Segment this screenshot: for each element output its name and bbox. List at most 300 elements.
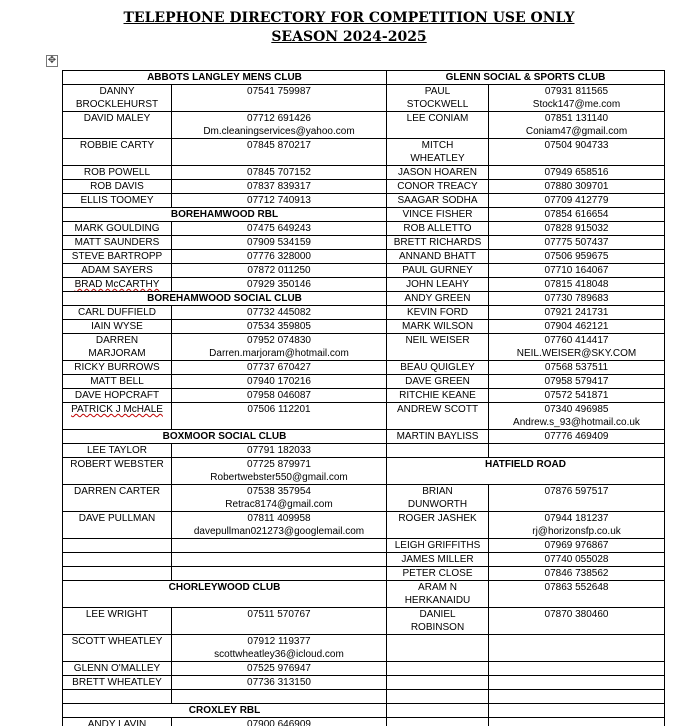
cell-text-line: ANNAND BHATT — [398, 251, 477, 262]
contact-cell — [489, 180, 665, 194]
cell-text-line: 07730 789683 — [544, 293, 609, 304]
cell-text-line: 07958 046087 — [247, 390, 311, 401]
table-row — [63, 512, 665, 539]
cell-text-line — [388, 635, 487, 648]
table-row — [63, 389, 665, 403]
cell-text-line: ARAM N — [418, 582, 457, 593]
player-name-cell — [387, 704, 489, 718]
cell-text-line: 07845 707152 — [247, 167, 311, 178]
contact-cell — [489, 676, 665, 690]
cell-text-line: LEE TAYLOR — [86, 445, 148, 456]
cell-text-line: 07340 496985 — [544, 404, 609, 415]
cell-text-line: 07791 182033 — [247, 445, 311, 456]
contact-cell — [172, 553, 387, 567]
contact-cell — [489, 112, 665, 139]
table-row — [63, 444, 665, 458]
cell-text-line: 07712 691426 — [247, 113, 311, 124]
contact-cell — [489, 403, 665, 430]
cell-text-line: 07958 579417 — [544, 376, 609, 387]
cell-text-line: LEE CONIAM — [406, 113, 469, 124]
cell-text-line: SAAGAR SODHA — [397, 195, 478, 206]
cell-text-line — [388, 690, 487, 703]
player-name-cell — [63, 690, 172, 704]
player-name-cell — [63, 166, 172, 180]
cell-text-line: 07538 357954 — [247, 486, 311, 497]
cell-text-line — [173, 553, 385, 566]
contact-cell — [489, 361, 665, 375]
cell-text-line: GLENN O'MALLEY — [73, 663, 161, 674]
cell-text-line: Darren.marjoram@hotmail.com — [209, 348, 349, 359]
player-name-cell — [63, 375, 172, 389]
player-name-cell — [63, 250, 172, 264]
cell-text-line — [388, 718, 487, 726]
table-row — [63, 539, 665, 553]
cell-text-line: Stock147@me.com — [532, 99, 621, 110]
cell-text-line: BRETT RICHARDS — [393, 237, 482, 248]
contact-cell — [489, 306, 665, 320]
cell-text-line: DARREN — [95, 335, 139, 346]
cell-text-line: 07969 976867 — [544, 540, 609, 551]
contact-cell — [489, 608, 665, 635]
cell-text-line — [64, 539, 170, 552]
table-row — [63, 71, 665, 85]
cell-text-line — [388, 662, 487, 675]
contact-cell — [489, 222, 665, 236]
contact-cell — [172, 389, 387, 403]
cell-text-line: ANDREW SCOTT — [396, 404, 479, 415]
table-row — [63, 676, 665, 690]
cell-text-line: Andrew.s_93@hotmail.co.uk — [513, 417, 640, 428]
contact-cell — [489, 718, 665, 726]
player-name-cell — [387, 166, 489, 180]
cell-text-line: STEVE BARTROPP — [71, 251, 163, 262]
cell-text-line: 07712 740913 — [247, 195, 311, 206]
cell-text-line: DANNY — [99, 86, 135, 97]
table-row — [63, 361, 665, 375]
player-name-cell — [63, 389, 172, 403]
contact-cell — [489, 635, 665, 662]
cell-text-line — [490, 690, 663, 703]
contact-cell — [172, 662, 387, 676]
cell-text-line: 07921 241731 — [544, 307, 609, 318]
player-name-cell — [63, 512, 172, 539]
directory-table — [62, 70, 665, 726]
cell-text-line: 07912 119377 — [247, 636, 311, 647]
table-row — [63, 236, 665, 250]
player-name-cell — [387, 250, 489, 264]
season-subtitle: SEASON 2024-2025 — [271, 29, 427, 45]
cell-text-line: CONOR TREACY — [397, 181, 478, 192]
cell-text-line: DANIEL — [419, 609, 456, 620]
player-name-cell — [63, 539, 172, 553]
player-name-cell — [63, 635, 172, 662]
contact-cell — [489, 236, 665, 250]
contact-cell — [172, 334, 387, 361]
player-name-cell — [387, 112, 489, 139]
player-name-cell — [387, 690, 489, 704]
contact-cell — [489, 250, 665, 264]
cell-text-line: 07880 309701 — [544, 181, 609, 192]
cell-text-line — [173, 539, 385, 552]
player-name-cell — [63, 112, 172, 139]
cell-text-line: 07541 759987 — [247, 86, 311, 97]
club-header: CROXLEY RBL — [63, 704, 387, 718]
cell-text-line: MARTIN BAYLISS — [396, 431, 479, 442]
player-name-cell — [387, 567, 489, 581]
cell-text-line — [490, 718, 663, 726]
cell-text-line: JAMES MILLER — [401, 554, 474, 565]
player-name-cell — [63, 676, 172, 690]
player-name-cell — [387, 553, 489, 567]
cell-text-line: LEIGH GRIFFITHS — [394, 540, 481, 551]
cell-text-line — [388, 704, 487, 717]
cell-text-line: RITCHIE KEANE — [399, 390, 476, 401]
table-row — [63, 85, 665, 112]
player-name-cell — [387, 222, 489, 236]
cell-text-line: JOHN LEAHY — [406, 279, 469, 290]
contact-cell — [172, 403, 387, 430]
table-row — [63, 166, 665, 180]
contact-cell — [489, 690, 665, 704]
table-row — [63, 458, 665, 485]
cell-text-line: Retrac8174@gmail.com — [225, 499, 333, 510]
cell-text-line: 07944 181237 — [544, 513, 609, 524]
player-name-cell — [387, 361, 489, 375]
cell-text-line: 07568 537511 — [544, 362, 609, 373]
cell-text-line: ROBBIE CARTY — [79, 140, 155, 151]
table-row — [63, 485, 665, 512]
cell-text-line: scottwheatley36@icloud.com — [214, 649, 344, 660]
player-name-cell — [387, 292, 489, 306]
cell-text-line: 07949 658516 — [544, 167, 609, 178]
contact-cell — [172, 250, 387, 264]
club-header: GLENN SOCIAL & SPORTS CLUB — [387, 71, 665, 85]
cell-text-line: 07863 552648 — [544, 582, 609, 593]
club-header: BOXMOOR SOCIAL CLUB — [63, 430, 387, 444]
cell-text-line: 07872 011250 — [247, 265, 311, 276]
contact-cell — [172, 567, 387, 581]
player-name-cell — [387, 306, 489, 320]
player-name-cell — [387, 403, 489, 430]
move-handle-icon[interactable]: ✥ — [47, 55, 57, 66]
cell-text-line: BRIAN — [422, 486, 453, 497]
contact-cell — [489, 278, 665, 292]
player-name-cell — [387, 389, 489, 403]
cell-text-line: KEVIN FORD — [406, 307, 469, 318]
cell-text-line: DAVE GREEN — [405, 376, 470, 387]
player-name-cell — [387, 718, 489, 726]
table-row — [63, 112, 665, 139]
player-name-cell — [387, 264, 489, 278]
contact-cell — [172, 85, 387, 112]
cell-text-line: ROB DAVIS — [90, 181, 144, 192]
club-header: BOREHAMWOOD SOCIAL CLUB — [63, 292, 387, 306]
player-name-cell — [387, 608, 489, 635]
table-row — [63, 306, 665, 320]
player-name-cell — [387, 635, 489, 662]
table-row — [63, 608, 665, 635]
cell-text-line: ANDY GREEN — [404, 293, 471, 304]
cell-text-line: RICKY BURROWS — [74, 362, 160, 373]
contact-cell — [489, 334, 665, 361]
table-row — [63, 194, 665, 208]
player-name-cell — [63, 222, 172, 236]
contact-cell — [489, 567, 665, 581]
cell-text-line: 07900 646909 — [247, 719, 311, 726]
cell-text-line: DAVE HOPCRAFT — [74, 390, 160, 401]
table-row — [63, 180, 665, 194]
cell-text-line: 07828 915032 — [544, 223, 609, 234]
player-name-cell — [387, 662, 489, 676]
table-row — [63, 662, 665, 676]
cell-text-line: 07876 597517 — [544, 486, 609, 497]
cell-text-line: 07475 649243 — [247, 223, 311, 234]
contact-cell — [172, 512, 387, 539]
player-name-cell — [387, 208, 489, 222]
cell-text-line: 07710 164067 — [544, 265, 609, 276]
cell-text-line: MATT BELL — [90, 376, 144, 387]
cell-text-line — [388, 444, 487, 457]
cell-text-line: Dm.cleaningservices@yahoo.com — [203, 126, 355, 137]
contact-cell — [489, 194, 665, 208]
cell-text-line: rj@horizonsfp.co.uk — [532, 526, 621, 537]
document-title: TELEPHONE DIRECTORY FOR COMPETITION USE ONLY — [123, 10, 575, 26]
table-row — [63, 292, 665, 306]
cell-text-line — [64, 567, 170, 580]
player-name-cell — [387, 236, 489, 250]
table-row — [63, 334, 665, 361]
cell-text-line: 07506 959675 — [544, 251, 609, 262]
cell-text-line: CARL DUFFIELD — [78, 307, 156, 318]
contact-cell — [489, 430, 665, 444]
player-name-cell — [387, 539, 489, 553]
player-name-cell — [63, 180, 172, 194]
cell-text-line: 07845 870217 — [247, 140, 311, 151]
cell-text-line: 07931 811565 — [544, 86, 609, 97]
cell-text-line — [173, 690, 385, 703]
cell-text-line: 07736 313150 — [247, 677, 311, 688]
contact-cell — [172, 635, 387, 662]
player-name-cell — [387, 334, 489, 361]
player-name-cell — [387, 85, 489, 112]
contact-cell — [172, 485, 387, 512]
cell-text-line: ROBERT WEBSTER — [70, 459, 164, 470]
player-name-cell — [63, 236, 172, 250]
table-row — [63, 718, 665, 726]
cell-text-line: MARK WILSON — [401, 321, 474, 332]
cell-text-line: MATT SAUNDERS — [74, 237, 160, 248]
table-row — [63, 222, 665, 236]
club-header: BOREHAMWOOD RBL — [63, 208, 387, 222]
player-name-cell — [387, 194, 489, 208]
cell-text-line: 07776 328000 — [247, 251, 311, 262]
cell-text-line: 07534 359805 — [247, 321, 311, 332]
contact-cell — [489, 85, 665, 112]
cell-text-line: 07952 074830 — [247, 335, 311, 346]
cell-text-line: 07854 616654 — [544, 209, 609, 220]
contact-cell — [172, 320, 387, 334]
cell-text-line: MARJORAM — [88, 348, 146, 359]
table-row — [63, 690, 665, 704]
contact-cell — [172, 264, 387, 278]
player-name-cell — [63, 444, 172, 458]
contact-cell — [172, 444, 387, 458]
table-row — [63, 567, 665, 581]
contact-cell — [172, 236, 387, 250]
cell-text-line: LEE WRIGHT — [85, 609, 149, 620]
player-name-cell — [387, 375, 489, 389]
contact-cell — [172, 278, 387, 292]
cell-text-line: 07506 112201 — [247, 404, 311, 415]
table-row — [63, 635, 665, 662]
player-name-cell — [63, 485, 172, 512]
contact-cell — [489, 292, 665, 306]
contact-cell — [489, 208, 665, 222]
player-name-cell — [63, 718, 172, 726]
player-name-cell — [63, 85, 172, 112]
cell-text-line: 07740 055028 — [544, 554, 609, 565]
cell-text-line: 07504 904733 — [544, 140, 609, 151]
cell-text-line: 07760 414417 — [544, 335, 609, 346]
cell-text-line: 07811 409958 — [247, 513, 311, 524]
contact-cell — [489, 553, 665, 567]
contact-cell — [489, 444, 665, 458]
contact-cell — [172, 676, 387, 690]
cell-text-line — [173, 567, 385, 580]
contact-cell — [489, 485, 665, 512]
cell-text-line: MARK GOULDING — [74, 223, 160, 234]
cell-text-line: davepullman021273@googlemail.com — [193, 526, 365, 537]
table-row — [63, 430, 665, 444]
contact-cell — [172, 222, 387, 236]
cell-text-line: 07846 738562 — [544, 568, 609, 579]
cell-text-line: VINCE FISHER — [402, 209, 473, 220]
cell-text-line: 07870 380460 — [544, 609, 609, 620]
cell-text-line: 07511 570767 — [247, 609, 311, 620]
player-name-cell — [63, 608, 172, 635]
contact-cell — [172, 180, 387, 194]
contact-cell — [489, 389, 665, 403]
cell-text-line: DUNWORTH — [407, 499, 468, 510]
contact-cell — [489, 662, 665, 676]
cell-text-line: ADAM SAYERS — [81, 265, 153, 276]
table-row — [63, 704, 665, 718]
contact-cell — [172, 139, 387, 166]
cell-text-line: BRETT WHEATLEY — [72, 677, 162, 688]
cell-text-line: SCOTT WHEATLEY — [71, 636, 163, 647]
cell-text-line: PAUL — [424, 86, 451, 97]
cell-text-line — [64, 690, 170, 703]
contact-cell — [172, 166, 387, 180]
contact-cell — [489, 539, 665, 553]
cell-text-line: JASON HOAREN — [398, 167, 477, 178]
player-name-cell — [387, 485, 489, 512]
contact-cell — [172, 361, 387, 375]
cell-text-line: BROCKLEHURST — [75, 99, 159, 110]
contact-cell — [489, 139, 665, 166]
table-row — [63, 375, 665, 389]
table-row — [63, 139, 665, 166]
player-name-cell — [63, 662, 172, 676]
cell-text-line — [490, 635, 663, 648]
contact-cell — [489, 166, 665, 180]
cell-text-line: IAIN WYSE — [91, 321, 143, 332]
cell-text-line — [490, 662, 663, 675]
player-name-cell — [387, 278, 489, 292]
table-row — [63, 403, 665, 430]
contact-cell — [489, 581, 665, 608]
contact-cell — [172, 458, 387, 485]
cell-text-line: 07904 462121 — [544, 321, 609, 332]
cell-text-line: 07572 541871 — [544, 390, 609, 401]
club-header: ABBOTS LANGLEY MENS CLUB — [63, 71, 387, 85]
contact-cell — [172, 112, 387, 139]
cell-text-line: DAVE PULLMAN — [78, 513, 156, 524]
player-name-cell — [63, 458, 172, 485]
cell-text-line: PAUL GURNEY — [402, 265, 473, 276]
cell-text-line: MITCH — [421, 140, 454, 151]
cell-text-line: 07929 350146 — [247, 279, 311, 290]
contact-cell — [489, 264, 665, 278]
contact-cell — [172, 539, 387, 553]
cell-text-line: NEIL WEISER — [405, 335, 470, 346]
player-name-cell — [63, 567, 172, 581]
player-name-cell — [387, 676, 489, 690]
club-header: HATFIELD ROAD — [387, 458, 665, 485]
cell-text-line: 07909 534159 — [247, 237, 311, 248]
cell-text-line: BRAD McCARTHY — [74, 279, 160, 290]
player-name-cell — [387, 512, 489, 539]
cell-text-line — [64, 553, 170, 566]
text-cursor — [664, 627, 665, 639]
table-row — [63, 320, 665, 334]
cell-text-line: 07725 879971 — [247, 459, 311, 470]
player-name-cell — [63, 334, 172, 361]
table-row — [63, 250, 665, 264]
player-name-cell — [63, 320, 172, 334]
cell-text-line: WHEATLEY — [410, 153, 465, 164]
table-row — [63, 581, 665, 608]
cell-text-line: ROBINSON — [410, 622, 465, 633]
player-name-cell — [63, 403, 172, 430]
table-row — [63, 264, 665, 278]
cell-text-line: 07775 507437 — [544, 237, 609, 248]
cell-text-line: 07837 839317 — [247, 181, 311, 192]
cell-text-line — [490, 704, 663, 717]
contact-cell — [172, 690, 387, 704]
cell-text-line: 07737 670427 — [247, 362, 311, 373]
table-row — [63, 278, 665, 292]
cell-text-line — [490, 676, 663, 689]
contact-cell — [172, 375, 387, 389]
cell-text-line: HERKANAIDU — [404, 595, 471, 606]
cell-text-line: 07709 412779 — [544, 195, 609, 206]
cell-text-line: 07776 469409 — [544, 431, 609, 442]
cell-text-line: ROB POWELL — [83, 167, 151, 178]
player-name-cell — [63, 194, 172, 208]
cell-text-line: NEIL.WEISER@SKY.COM — [516, 348, 637, 359]
cell-text-line: ELLIS TOOMEY — [80, 195, 154, 206]
contact-cell — [172, 608, 387, 635]
player-name-cell — [63, 306, 172, 320]
table-row — [63, 208, 665, 222]
cell-text-line — [490, 444, 663, 457]
player-name-cell — [387, 430, 489, 444]
cell-text-line: PATRICK J McHALE — [71, 404, 163, 415]
cell-text-line: BEAU QUIGLEY — [400, 362, 475, 373]
club-header: CHORLEYWOOD CLUB — [63, 581, 387, 608]
table-row — [63, 553, 665, 567]
